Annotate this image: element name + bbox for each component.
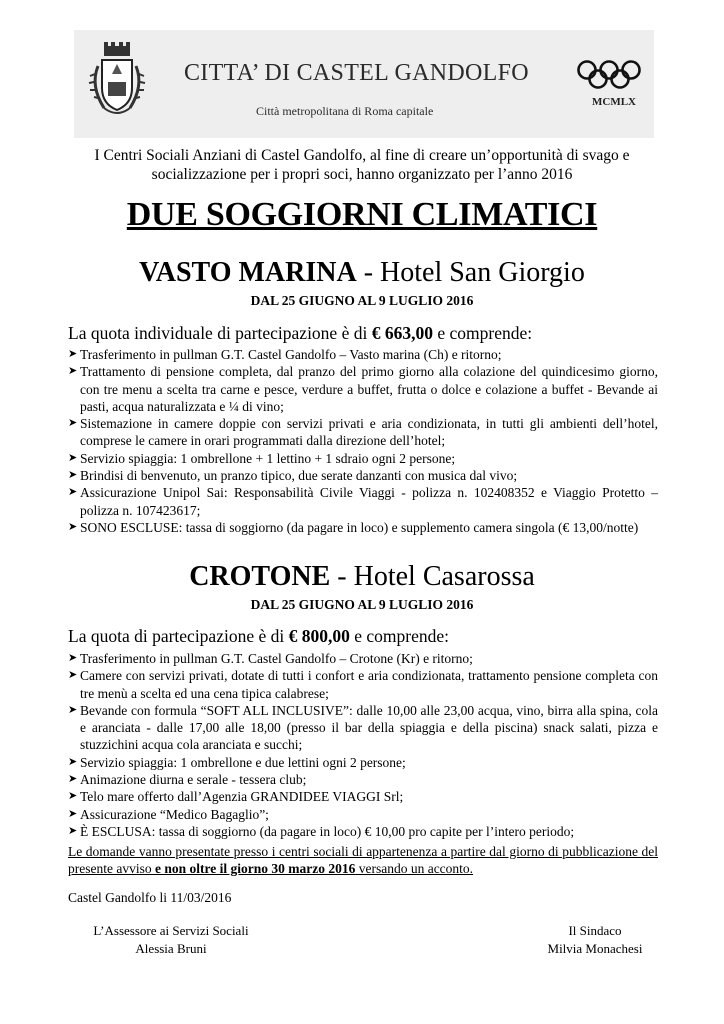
signature-assessore <box>86 922 256 958</box>
place-date: Castel Gandolfo li 11/03/2016 <box>68 890 232 905</box>
arrow-bullet-icon: ➤ <box>68 486 78 499</box>
list-item: ➤ Brindisi di benvenuto, un pranzo tipico, due serate danzanti con musica dal vivo; <box>68 468 518 484</box>
arrow-bullet-icon: ➤ <box>68 451 78 464</box>
trip2-includes-list <box>68 650 658 840</box>
trip2-destination: CROTONE <box>189 561 331 592</box>
trip2-quota-suffix: e comprende: <box>349 626 449 646</box>
trip1-destination: VASTO MARINA <box>139 257 357 288</box>
deadline-text: e non oltre il giorno 30 marzo 2016 <box>154 861 356 876</box>
arrow-bullet-icon: ➤ <box>68 348 78 360</box>
arrow-bullet-icon: ➤ <box>68 669 78 682</box>
trip1-quota-amount: € 663,00 <box>371 323 433 343</box>
list-item: ➤ Servizio spiaggia: 1 ombrellone + 1 lettino + 1 sdraio ogni 2 persone; <box>68 450 456 466</box>
trip2-quota <box>68 626 449 647</box>
arrow-bullet-icon: ➤ <box>68 703 78 716</box>
trip1-heading <box>60 257 664 289</box>
list-item: ➤ Trattamento di pensione completa, dal pranzo del primo giorno alla colazione del quindicesimo giorno, con tre menu a scelta tra carne e pesce, verdure a buffet, frutta o dolce e colazione a buffet - Bevande ai pasti, acqua naturalizzata e ¼ di vino; <box>68 364 658 414</box>
list-item: ➤ Assicurazione “Medico Bagaglio”; <box>68 806 269 822</box>
trip2-quota-amount: € 800,00 <box>288 626 350 646</box>
page-title: DUE SOGGIORNI CLIMATICI <box>126 196 598 233</box>
sindaco-role: Il Sindaco <box>568 923 622 938</box>
olympic-rings-icon <box>576 60 642 90</box>
trip1-quota-suffix: e comprende: <box>432 323 533 343</box>
list-item: ➤ Trasferimento in pullman G.T. Castel Gandolfo – Vasto marina (Ch) e ritorno; <box>68 347 502 362</box>
list-item: ➤ Sistemazione in camere doppie con servizi privati e aria condizionata, in tutti gli ambienti dell’hotel, comprese le camere in orari programmati dalla direzione dell’hotel; <box>68 416 658 449</box>
list-item: ➤ Servizio spiaggia: 1 ombrellone e due lettini ogni 2 persone; <box>68 754 406 770</box>
assessore-name: Alessia Bruni <box>135 941 207 956</box>
list-item: ➤ Bevande con formula “SOFT ALL INCLUSIVE”: dalle 10,00 alle 23,00 acqua, vino, birra alla spina, cola e aranciata - dalle 17,00 alle 18,00 (presso il bar della spiaggia e della piscina) snack salati, pizza e stuzzichini acqua cola aranciata e succhi; <box>68 702 658 753</box>
list-item: ➤ Animazione diurna e serale - tessera club; <box>68 772 307 788</box>
arrow-bullet-icon: ➤ <box>68 365 78 378</box>
assessore-role: L’Assessore ai Servizi Sociali <box>93 923 249 938</box>
crest-icon <box>86 42 148 120</box>
arrow-bullet-icon: ➤ <box>68 807 78 820</box>
trip1-hotel: - Hotel San Giorgio <box>356 257 585 288</box>
trip2-quota-prefix: La quota di partecipazione è di <box>68 626 289 646</box>
list-item: ➤ Telo mare offerto dall’Agenzia GRANDIDEE VIAGGI Srl; <box>68 789 404 805</box>
list-item: ➤ Assicurazione Unipol Sai: Responsabilità Civile Viaggi - polizza n. 102408352 e Viaggio Protetto – polizza n. 107423617; <box>68 485 658 518</box>
sindaco-name: Milvia Monachesi <box>547 941 643 956</box>
applications-note: Le domande vanno presentate presso i centri sociali di appartenenza a partire dal giorno di pubblicazione del presente avviso e non oltre il giorno 30 marzo 2016 versando un acconto. <box>68 844 658 876</box>
list-item: ➤ Trasferimento in pullman G.T. Castel Gandolfo – Crotone (Kr) e ritorno; <box>68 651 473 666</box>
city-name: CITTA’ DI CASTEL GANDOLFO <box>184 60 529 86</box>
list-item: ➤ SONO ESCLUSE: tassa di soggiorno (da pagare in loco) e supplemento camera singola (€ 13,00/notte) <box>68 519 639 535</box>
arrow-bullet-icon: ➤ <box>68 755 78 768</box>
trip2-dates: DAL 25 GIUGNO AL 9 LUGLIO 2016 <box>250 597 474 612</box>
list-item: ➤ È ESCLUSA: tassa di soggiorno (da pagare in loco) € 10,00 pro capite per l’intero periodo; <box>68 823 575 839</box>
arrow-bullet-icon: ➤ <box>68 790 78 803</box>
arrow-bullet-icon: ➤ <box>68 520 78 533</box>
trip1-quota <box>68 323 532 344</box>
trip2-heading <box>60 561 664 593</box>
arrow-bullet-icon: ➤ <box>68 824 78 837</box>
arrow-bullet-icon: ➤ <box>68 773 78 786</box>
roman-year: MCMLX <box>592 96 636 108</box>
trip1-dates: DAL 25 GIUGNO AL 9 LUGLIO 2016 <box>250 293 474 308</box>
trip1-includes-list <box>68 346 658 536</box>
list-item: ➤ Camere con servizi privati, dotate di tutti i confort e aria condizionata, trattamento pensione completa con tre menù a scelta ed una cena tipica calabrese; <box>68 668 658 701</box>
signature-sindaco <box>540 922 650 958</box>
trip1-quota-prefix: La quota individuale di partecipazione è di <box>68 323 372 343</box>
arrow-bullet-icon: ➤ <box>68 652 78 664</box>
city-subtitle: Città metropolitana di Roma capitale <box>256 104 434 118</box>
arrow-bullet-icon: ➤ <box>68 417 78 430</box>
intro-paragraph: I Centri Sociali Anziani di Castel Gandolfo, al fine di creare un’opportunità di svago e socializzazione per i propri soci, hanno organizzato per l’anno 2016 <box>94 147 630 183</box>
arrow-bullet-icon: ➤ <box>68 469 78 482</box>
trip2-hotel: - Hotel Casarossa <box>330 561 535 592</box>
